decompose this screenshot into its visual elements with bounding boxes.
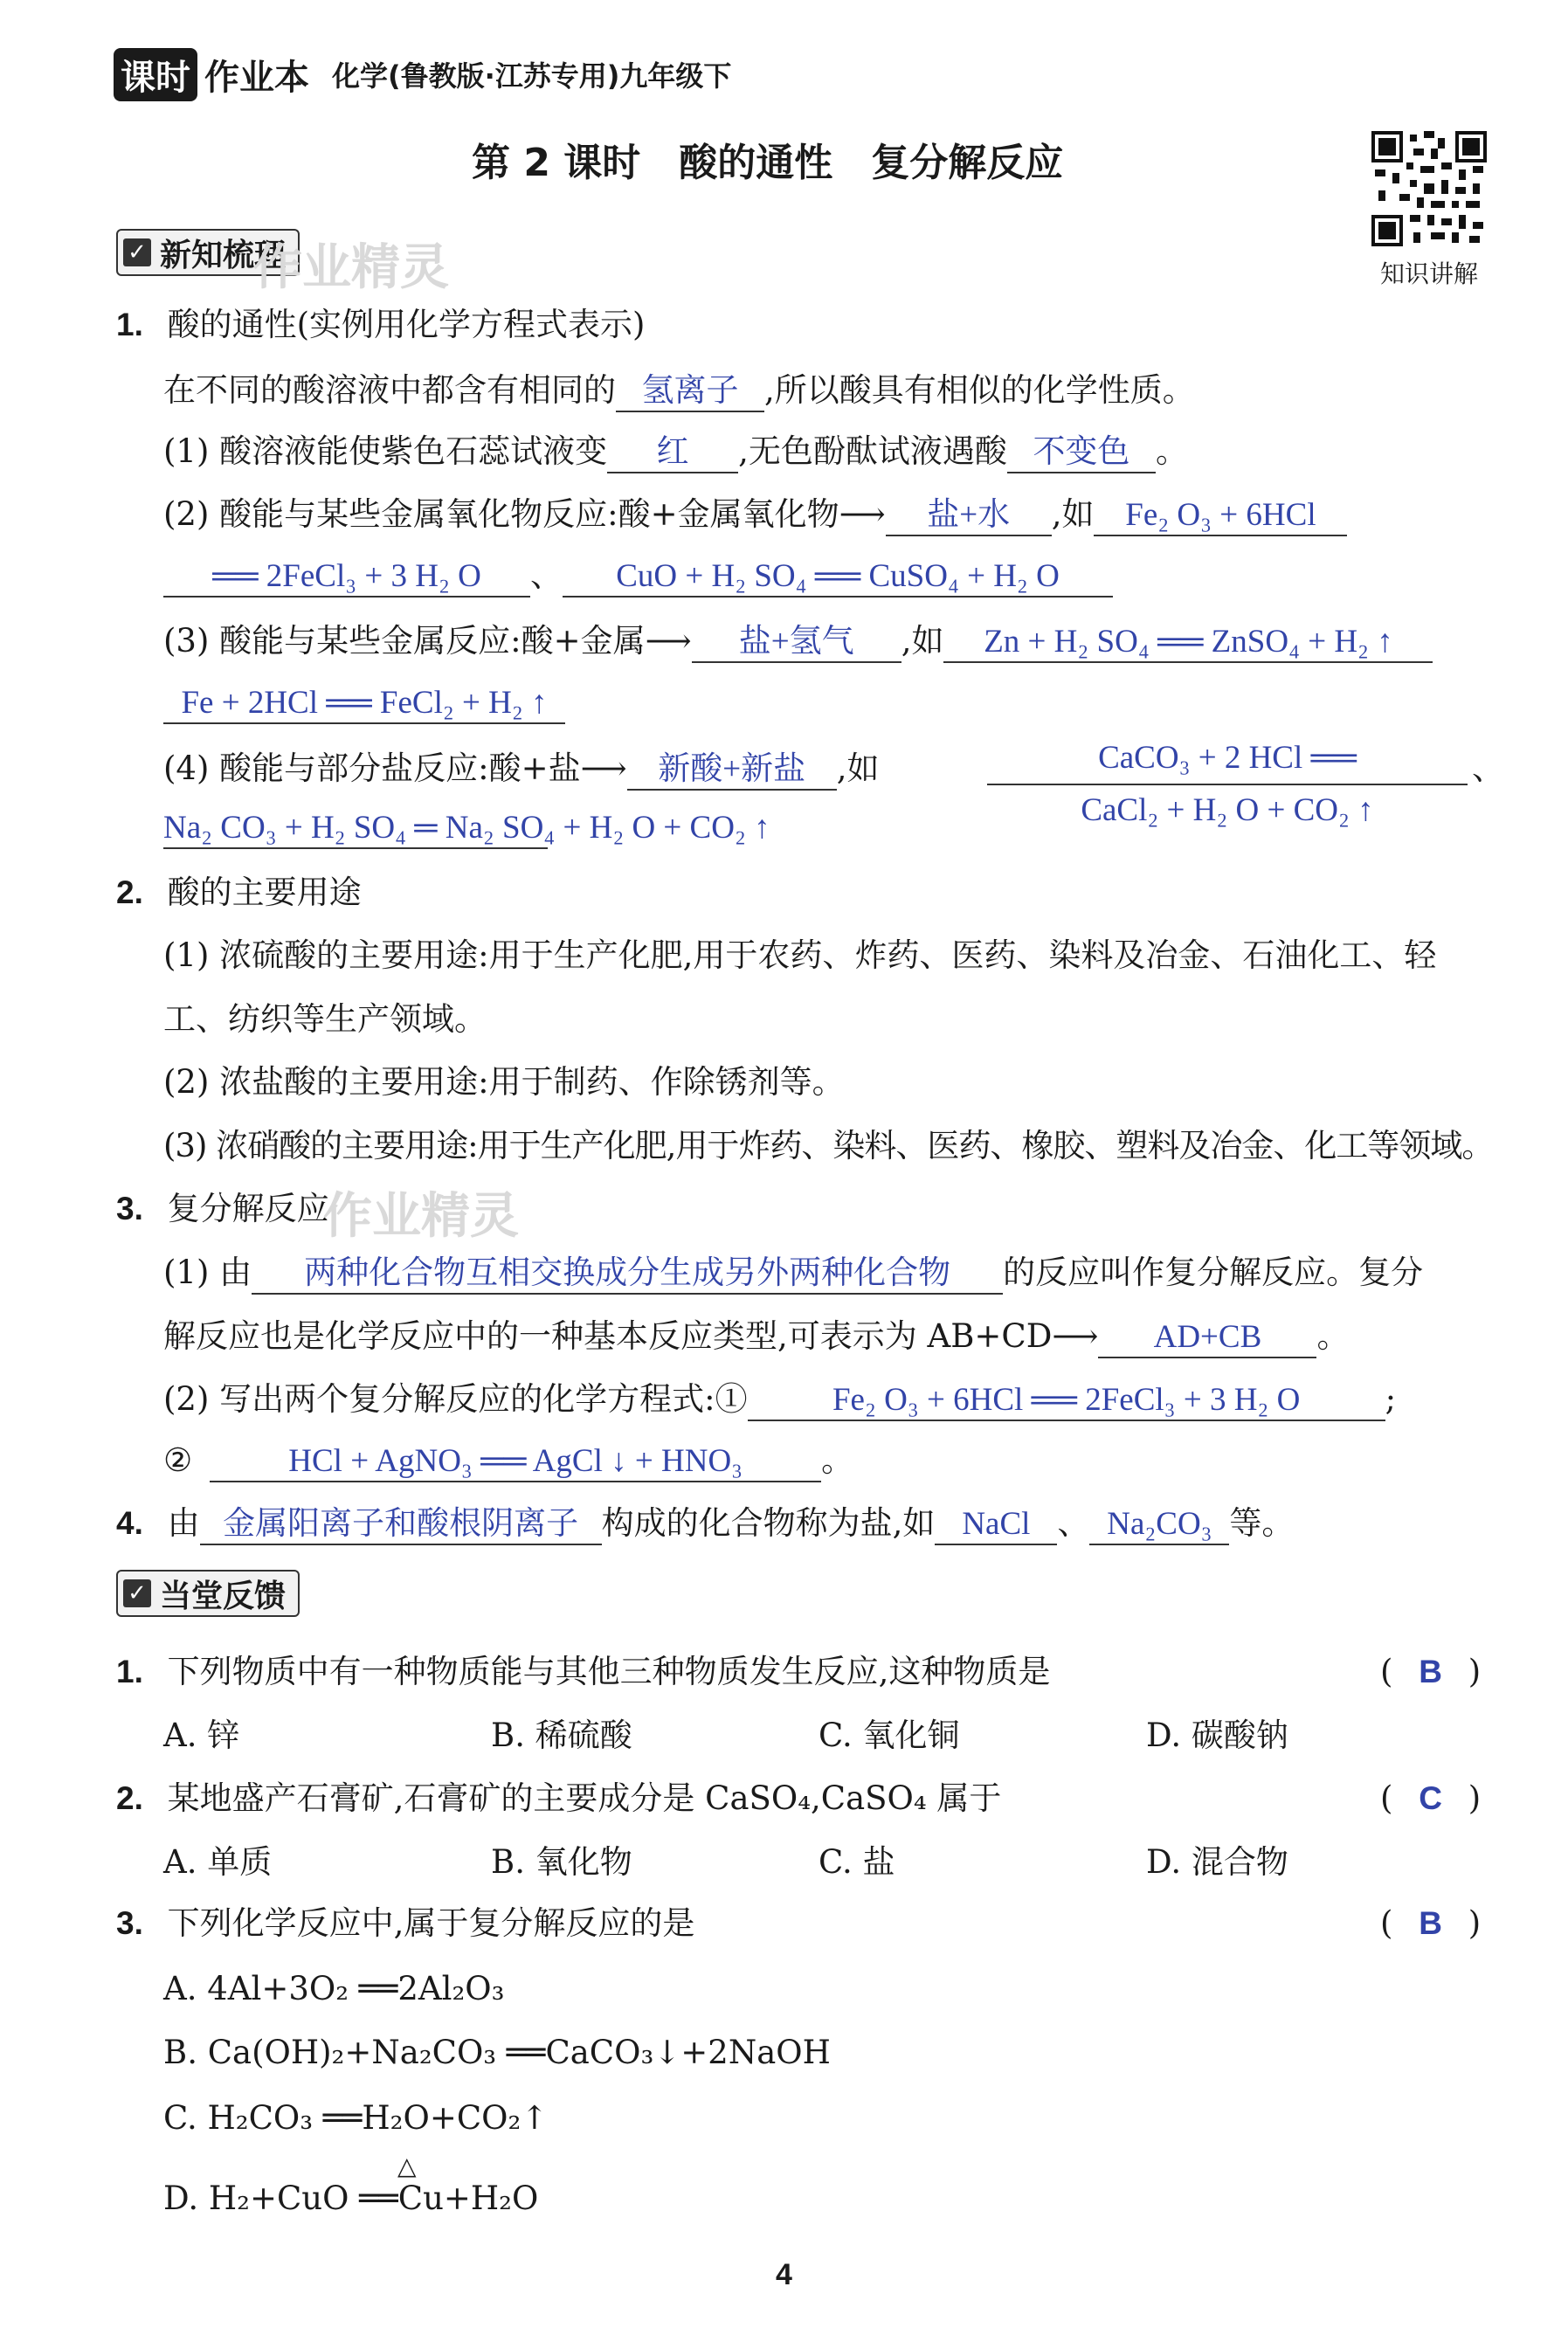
- section-label-feedback: [116, 1570, 300, 1617]
- text: (2) 写出两个复分解反应的化学方程式:①: [163, 1380, 748, 1418]
- answer-blank: ══ 2FeCl₃ + 3 H₂ O: [163, 557, 530, 598]
- text: ②: [163, 1441, 193, 1479]
- answer-blank: 不变色: [1007, 433, 1156, 473]
- question-stem: 下列物质中有一种物质能与其他三种物质发生反应,这种物质是: [167, 1653, 1051, 1690]
- text: 、: [530, 556, 563, 594]
- answer-blank: 盐+氢气: [692, 623, 901, 663]
- answer-blank: CuO + H₂ SO₄ ══ CuSO₄ + H₂ O: [563, 557, 1113, 598]
- answer-blank: Fe₂ O₃ + 6HCl ══ 2FeCl₃ + 3 H₂ O: [748, 1381, 1385, 1421]
- answer-blank: 红: [607, 433, 738, 473]
- q3-part2: [163, 1380, 1396, 1421]
- q3-number: 3.: [116, 1191, 143, 1226]
- q2-title: 酸的主要用途: [167, 874, 362, 911]
- text: ,无色酚酞试液遇酸: [738, 432, 1007, 470]
- answer-blank: NaCl: [935, 1505, 1057, 1545]
- q1-part4-blank-top: CaCO₃ + 2 HCl ══: [1098, 740, 1357, 776]
- option-a[interactable]: A. 4Al+3O₂ ══2Al₂O₃: [163, 1970, 505, 2007]
- heating-condition-symbol: △: [397, 2152, 417, 2180]
- option-b[interactable]: B. 稀硫酸: [491, 1717, 632, 1754]
- header: [114, 48, 731, 100]
- checkbox-icon: ✓: [123, 1579, 151, 1607]
- text: ,如: [901, 622, 944, 660]
- answer-blank: 金属阳离子和酸根阴离子: [200, 1505, 602, 1545]
- q1-part3: [163, 622, 1433, 663]
- q1-part2: [163, 495, 1347, 536]
- text: 。: [821, 1441, 854, 1479]
- section-label-text: 当堂反馈: [160, 1578, 287, 1614]
- header-subtitle: 化学(鲁教版·江苏专用)九年级下: [332, 59, 732, 93]
- qr-code-icon: [1371, 131, 1487, 246]
- option-b[interactable]: B. 氧化物: [491, 1843, 632, 1881]
- text: 。: [1155, 432, 1188, 470]
- text: 在不同的酸溶液中都含有相同的: [163, 371, 616, 409]
- watermark: 作业精灵: [253, 239, 449, 296]
- q1-heading: [116, 306, 646, 344]
- q3-part1: [163, 1254, 1423, 1295]
- option-c[interactable]: C. 氧化铜: [819, 1717, 960, 1754]
- q1-part2-line2: [163, 556, 1113, 598]
- q4: [116, 1504, 1294, 1545]
- answer-bracket: ( B ): [1380, 1653, 1482, 1690]
- q1-number: 1.: [116, 307, 143, 342]
- answer-choice: C: [1419, 1780, 1442, 1816]
- option-a[interactable]: A. 锌: [163, 1717, 240, 1754]
- option-b[interactable]: B. Ca(OH)₂+Na₂CO₃ ══CaCO₃↓+2NaOH: [163, 2034, 831, 2071]
- text: (2) 酸能与某些金属氧化物反应:酸+金属氧化物⟶: [163, 495, 886, 533]
- feedback-question-2: [116, 1779, 1001, 1818]
- text: 由: [167, 1504, 200, 1542]
- q1-part4-sep: 、: [1472, 750, 1504, 787]
- question-number: 1.: [116, 1654, 143, 1689]
- question-number: 2.: [116, 1780, 143, 1816]
- answer-blank: Na₂CO₃: [1089, 1505, 1229, 1545]
- q3-heading: [116, 1190, 329, 1228]
- section-label-text: 新知梳理: [160, 237, 287, 273]
- options: [163, 1843, 1386, 1882]
- text: 。: [1316, 1317, 1350, 1355]
- options: [163, 1717, 1386, 1755]
- logo-main: 作业本: [204, 57, 309, 98]
- answer-blank: 盐+水: [886, 496, 1052, 536]
- text: ,所以酸具有相似的化学性质。: [764, 371, 1195, 409]
- text: 构成的化合物称为盐,如: [601, 1504, 936, 1542]
- text: 解反应也是化学反应中的一种基本反应类型,可表示为 AB+CD⟶: [163, 1317, 1099, 1355]
- option-d[interactable]: D. 混合物: [1146, 1843, 1288, 1881]
- q2-heading: [116, 874, 362, 912]
- q1-part1: [163, 432, 1188, 473]
- text: (1) 酸溶液能使紫色石蕊试液变: [163, 432, 608, 470]
- q2-part3: (3) 浓硝酸的主要用途:用于生产化肥,用于炸药、染料、医药、橡胶、塑料及冶金、化工等领域。: [163, 1127, 1494, 1164]
- q2-part1: (1) 浓硫酸的主要用途:用于生产化肥,用于农药、炸药、医药、染料及冶金、石油化工、轻: [163, 936, 1437, 974]
- answer-choice: B: [1419, 1905, 1442, 1941]
- qr-code[interactable]: [1371, 131, 1487, 246]
- answer-blank: 两种化合物互相交换成分生成另外两种化合物: [252, 1254, 1003, 1295]
- text: 的反应叫作复分解反应。复分: [1003, 1254, 1424, 1291]
- answer-choice: B: [1419, 1654, 1442, 1689]
- text: ,如: [1051, 495, 1095, 533]
- option-c[interactable]: C. H₂CO₃ ══H₂O+CO₂↑: [163, 2099, 549, 2137]
- q1-part3-line2: [163, 683, 565, 724]
- qr-caption: 知识讲解: [1379, 259, 1478, 288]
- answer-blank: 新酸+新盐: [627, 750, 837, 791]
- answer-blank: Fe₂ O₃ + 6HCl: [1094, 496, 1347, 536]
- logo-badge: 课时: [114, 48, 197, 101]
- answer-blank: HCl + AgNO₃ ══ AgCl ↓ + HNO₃: [210, 1442, 821, 1482]
- question-number: 3.: [116, 1905, 143, 1941]
- q1-line1: [163, 371, 1195, 412]
- page-number: 4: [776, 2258, 792, 2291]
- q1-part4: [163, 750, 879, 791]
- answer-bracket: ( B ): [1380, 1904, 1482, 1942]
- q1-part4-blank-bottom: CaCl₂ + H₂ O + CO₂ ↑: [1081, 792, 1374, 828]
- text: 等。: [1229, 1504, 1295, 1542]
- answer-blank: Zn + H₂ SO₄ ══ ZnSO₄ + H₂ ↑: [943, 623, 1433, 663]
- q2-part2: (2) 浓盐酸的主要用途:用于制药、作除锈剂等。: [163, 1063, 845, 1101]
- question-stem: 下列化学反应中,属于复分解反应的是: [167, 1904, 695, 1942]
- feedback-question-1: [116, 1653, 1050, 1691]
- q3-title: 复分解反应: [167, 1190, 329, 1227]
- question-stem: 某地盛产石膏矿,石膏矿的主要成分是 CaSO₄,CaSO₄ 属于: [167, 1779, 1002, 1817]
- text: (3) 酸能与某些金属反应:酸+金属⟶: [163, 622, 692, 660]
- answer-bracket: ( C ): [1380, 1779, 1482, 1817]
- q4-number: 4.: [116, 1505, 143, 1541]
- watermark-2: 作业精灵: [323, 1188, 519, 1245]
- text: (1) 由: [163, 1254, 252, 1291]
- answer-blank: AD+CB: [1098, 1318, 1316, 1358]
- text: ;: [1385, 1380, 1397, 1418]
- feedback-question-3: [116, 1904, 694, 1943]
- q1-part4-underline: [987, 784, 1468, 785]
- option-d[interactable]: D. H₂+CuO ══Cu+H₂O: [163, 2180, 539, 2217]
- option-a[interactable]: A. 单质: [163, 1843, 273, 1881]
- answer-blank: 氢离子: [616, 372, 764, 412]
- page-title: 第 2 课时 酸的通性 复分解反应: [472, 141, 1064, 185]
- q1-title: 酸的通性(实例用化学方程式表示): [167, 306, 646, 343]
- option-d[interactable]: D. 碳酸钠: [1146, 1717, 1288, 1754]
- answer-blank: Fe + 2HCl ══ FeCl₂ + H₂ ↑: [163, 684, 565, 724]
- checkbox-icon: ✓: [123, 238, 151, 266]
- text: ,如: [836, 750, 880, 787]
- q3-part1-line2: [163, 1317, 1349, 1358]
- q2-number: 2.: [116, 874, 143, 910]
- option-c[interactable]: C. 盐: [819, 1843, 895, 1881]
- text: 、: [1057, 1504, 1090, 1542]
- text: (4) 酸能与部分盐反应:酸+盐⟶: [163, 750, 627, 787]
- q3-part2-line2: [163, 1441, 853, 1482]
- q2-part1-line2: 工、纺织等生产领域。: [163, 1000, 487, 1038]
- q1-part4-line2: [163, 808, 770, 849]
- answer-blank: Na₂ CO₃ + H₂ SO₄ ═ Na₂ SO₄ + H₂ O + CO₂ ↑: [163, 809, 548, 849]
